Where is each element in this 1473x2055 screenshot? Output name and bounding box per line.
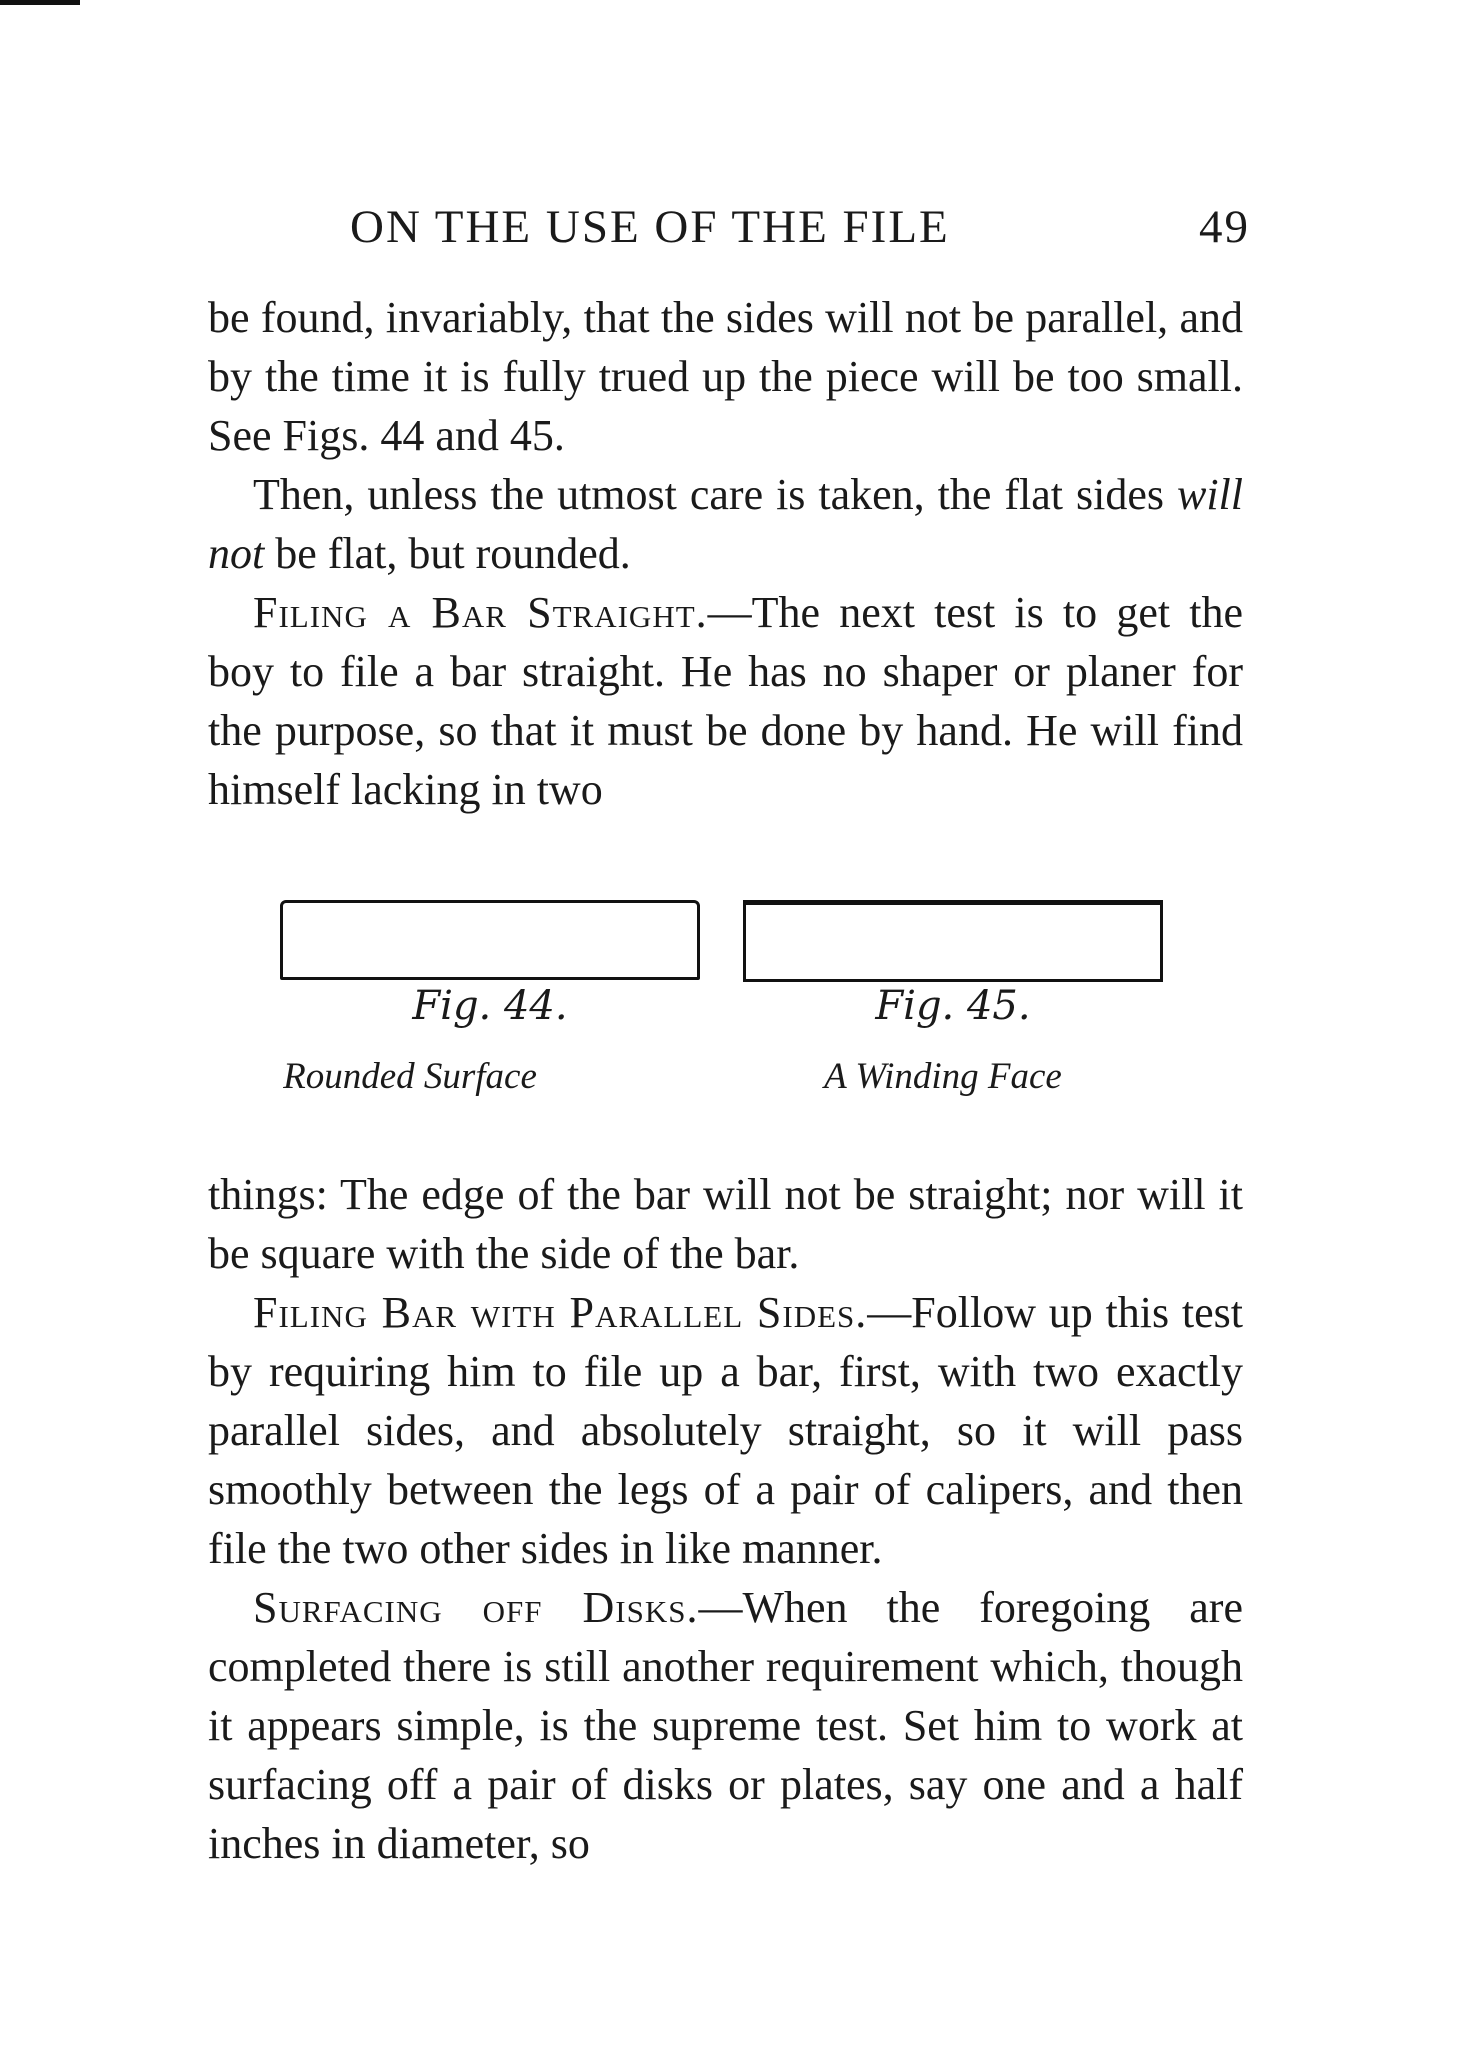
page-header [210, 200, 1250, 260]
body-text-bottom [208, 1165, 1243, 1873]
paragraph-text: —Follow up this test by requiring him to file up a bar, first, with two exactly parallel sides, and absolutely straight, so it will pass smoothly between the legs of a pair of calipers, and then file the two other sides in like manner. [208, 1288, 1244, 1573]
scan-corner-mark [0, 0, 80, 5]
body-text-top [208, 288, 1243, 819]
figure-45 [743, 895, 1163, 1115]
paragraph-text: things: The edge of the bar will not be straight; nor will it be square with the side of the bar. [208, 1170, 1243, 1278]
paragraph-filing-bar-straight [208, 583, 1243, 819]
paragraph-text: —The next test is to get the boy to file a bar straight. He has no shaper or planer for the purpose, so that it must be done by hand. He will find himself lacking in two [208, 588, 1243, 814]
paragraph-text: —When the foregoing are completed there is still another requirement which, though it appears simple, is the supreme test. Set him to work at surfacing off a pair of disks or plates, say one and a half inches in diameter, so [208, 1583, 1243, 1868]
paragraph-parallel-sides [208, 1283, 1243, 1578]
paragraph-text-before: Then, unless the utmost care is taken, the flat sides [253, 470, 1177, 519]
paragraph-flat-sides [208, 465, 1243, 583]
figure-45-label: Fig. 45. [875, 983, 1031, 1029]
figures-row [280, 895, 1280, 1115]
paragraph-text-after: be flat, but rounded. [264, 529, 631, 578]
paragraph-surfacing-disks [208, 1578, 1243, 1873]
paragraph-things [208, 1165, 1243, 1283]
section-heading: Surfacing off Disks. [253, 1583, 699, 1632]
figure-44-label: Fig. 44. [412, 983, 568, 1029]
figure-44 [280, 895, 700, 1115]
paragraph-text: be found, invariably, that the sides will not be parallel, and by the time it is fully trued up the piece will be too small. See Figs. 44 and 45. [208, 293, 1243, 460]
emphasis-text: will not [208, 470, 1243, 578]
running-head: ON THE USE OF THE FILE [350, 201, 950, 253]
figure-44-caption: Rounded Surface [283, 1056, 537, 1097]
figure-44-rectangle [280, 900, 700, 980]
figure-45-caption: A Winding Face [824, 1056, 1062, 1097]
section-heading: Filing Bar with Parallel Sides. [253, 1288, 868, 1337]
paragraph-continuation [208, 288, 1243, 465]
page-number: 49 [1199, 201, 1250, 253]
section-heading: Filing a Bar Straight. [253, 588, 708, 637]
figure-45-rectangle [743, 900, 1163, 982]
